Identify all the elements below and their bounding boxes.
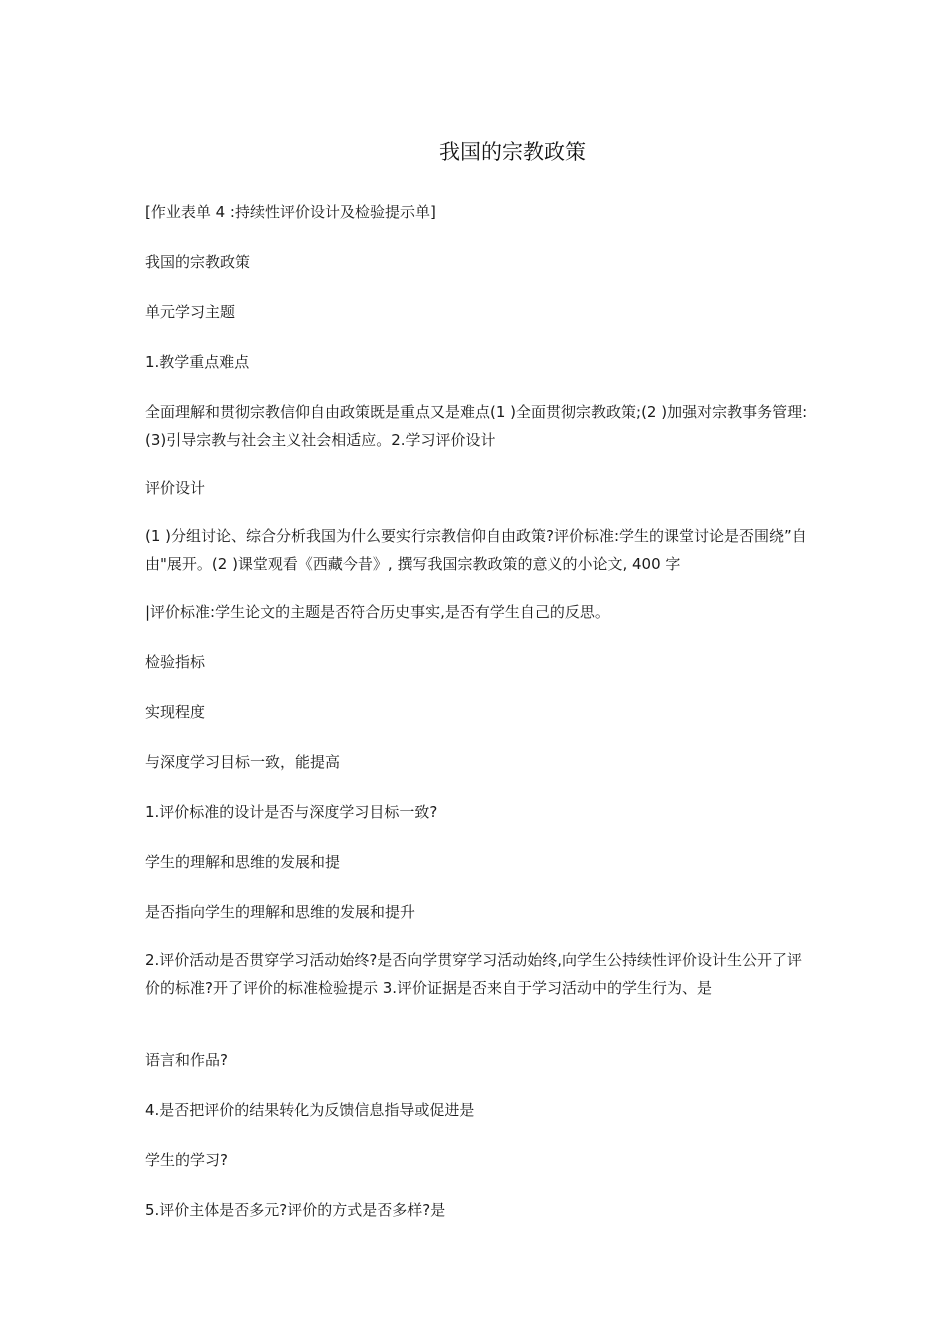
paragraph-thinking-improvement: 是否指向学生的理解和思维的发展和提升: [145, 903, 416, 921]
paragraph-evaluation-design-heading: 评价设计: [145, 479, 206, 497]
paragraph-key-points-heading: 1.教学重点难点: [145, 353, 250, 371]
paragraph-item-4: 4.是否把评价的结果转化为反馈信息指导或促进是: [145, 1101, 475, 1119]
paragraph-key-points-body: 全面理解和贯彻宗教信仰自由政策既是重点又是难点(1 )全面贯彻宗教政策;(2 )加强对宗教事务管理: (3)引导宗教与社会主义社会相适应。2.学习评价设计: [145, 403, 808, 449]
paragraph-achievement-level: 实现程度: [145, 703, 206, 721]
paragraph-student-learning: 学生的学习?: [145, 1151, 228, 1169]
paragraph-evaluation-design-body: (1 )分组讨论、综合分析我国为什么要实行宗教信仰自由政策?评价标准:学生的课堂讨论是否围绕”自由"展开。(2 )课堂观看《西藏今昔》, 撰写我国宗教政策的意义的小论文, 400 字: [145, 527, 807, 573]
paragraph-evaluation-criteria: |评价标准:学生论文的主题是否符合历史事实,是否有学生自己的反思。: [145, 603, 610, 621]
paragraph-worksheet-header: [作业表单 4 :持续性评价设计及检验提示单]: [145, 203, 436, 221]
paragraph-check-indicators: 检验指标: [145, 653, 206, 671]
document-title: 我国的宗教政策: [439, 140, 586, 164]
paragraph-item-2-3: 2.评价活动是否贯穿学习活动始终?是否向学贯穿学习活动始终,向学生公持续性评价设计生公开了评价的标准?开了评价的标准检验提示 3.评价证据是否来自于学习活动中的学生行为、是: [145, 951, 803, 997]
paragraph-consistent-goals: 与深度学习目标一致，能提高: [145, 753, 341, 771]
paragraph-language-works: 语言和作品?: [145, 1051, 228, 1069]
paragraph-thinking-development: 学生的理解和思维的发展和提: [145, 853, 341, 871]
paragraph-topic: 我国的宗教政策: [145, 253, 251, 271]
paragraph-item-5: 5.评价主体是否多元?评价的方式是否多样?是: [145, 1201, 446, 1219]
paragraph-unit-theme: 单元学习主题: [145, 303, 236, 321]
paragraph-item-1: 1.评价标准的设计是否与深度学习目标一致?: [145, 803, 438, 821]
